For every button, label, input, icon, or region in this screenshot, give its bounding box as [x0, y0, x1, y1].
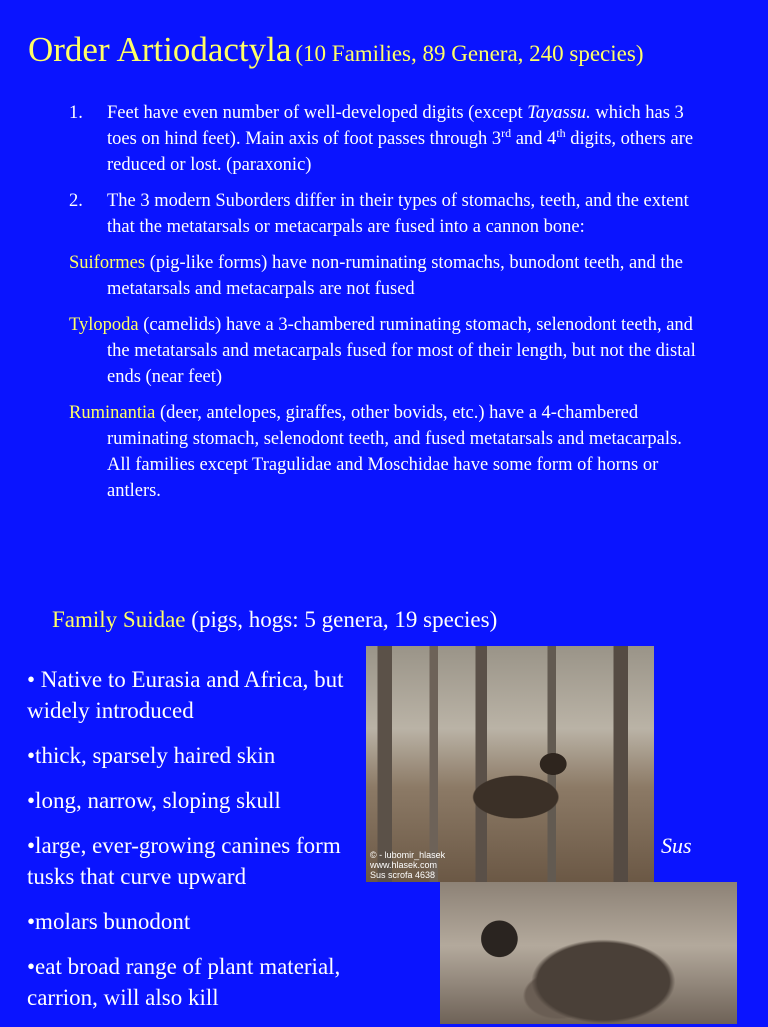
title-subtitle: (10 Families, 89 Genera, 240 species) — [295, 41, 644, 66]
suborder-name: Tylopoda — [69, 315, 139, 335]
suborder-text: (camelids) have a 3-chambered ruminating stomach, selenodont teeth, and the metatarsals and metacarpals fused for most of their length, but not the distal ends (near feet) — [107, 315, 696, 387]
item-text: which has 3 toes on hind feet). Main axis of foot passes through 3 — [107, 103, 684, 149]
suborder-text: (deer, antelopes, giraffes, other bovids, etc.) have a 4-chambered ruminating stomach, selenodont teeth, and fused metatarsals and metacarpals. All families except Tragulidae and Moschidae have some form of horns or antlers. — [107, 403, 682, 501]
genus-label: Sus — [661, 833, 692, 858]
suborder-ruminantia — [69, 400, 709, 504]
superscript: rd — [501, 125, 512, 140]
title-main: Order Artiodactyla — [28, 30, 292, 69]
item-text: and 4 — [511, 129, 557, 149]
item-text: The 3 modern Suborders differ in their types of stomachs, teeth, and the extent that the metatarsals or metacarpals are fused into a cannon bone: — [107, 191, 689, 237]
suborder-name: Suiformes — [69, 253, 146, 273]
trait-item: •eat broad range of plant material, carrion, will also kill — [27, 954, 341, 1010]
trait-item: •large, ever-growing canines form tusks that curve upward — [27, 833, 341, 889]
list-number: 2. — [69, 191, 83, 211]
list-item — [69, 188, 709, 240]
genus-italic: Tayassu. — [527, 103, 591, 123]
trait-item: •long, narrow, sloping skull — [27, 788, 281, 813]
trait-item: • Native to Eurasia and Africa, but widely introduced — [27, 667, 344, 723]
photo-caption: © - lubomir_hlasek www.hlasek.com Sus scrofa 4638 — [370, 850, 446, 880]
item-text: digits, others are reduced or lost. (paraxonic) — [107, 129, 694, 175]
superscript: th — [556, 125, 566, 140]
suborder-text: (pig-like forms) have non-ruminating stomachs, bunodont teeth, and the metatarsals and metacarpals are not fused — [107, 253, 683, 299]
list-item — [69, 100, 709, 178]
family-traits — [27, 664, 357, 1027]
suborder-tylopoda — [69, 312, 709, 390]
trait-item: •molars bunodont — [27, 909, 191, 934]
family-heading — [52, 607, 497, 633]
wild-boar-forest-photo — [366, 646, 654, 882]
family-text: (pigs, hogs: 5 genera, 19 species) — [185, 607, 498, 632]
trait-item: •thick, sparsely haired skin — [27, 743, 276, 768]
item-text: Feet have even number of well-developed digits (except — [107, 103, 528, 123]
wild-boar-closeup-photo — [440, 882, 737, 1024]
list-number: 1. — [69, 103, 83, 123]
suborder-suiformes — [69, 250, 709, 302]
page-title — [28, 30, 643, 70]
family-name: Family Suidae — [52, 607, 186, 632]
suborder-name: Ruminantia — [69, 403, 156, 423]
characteristics-list — [69, 100, 709, 514]
